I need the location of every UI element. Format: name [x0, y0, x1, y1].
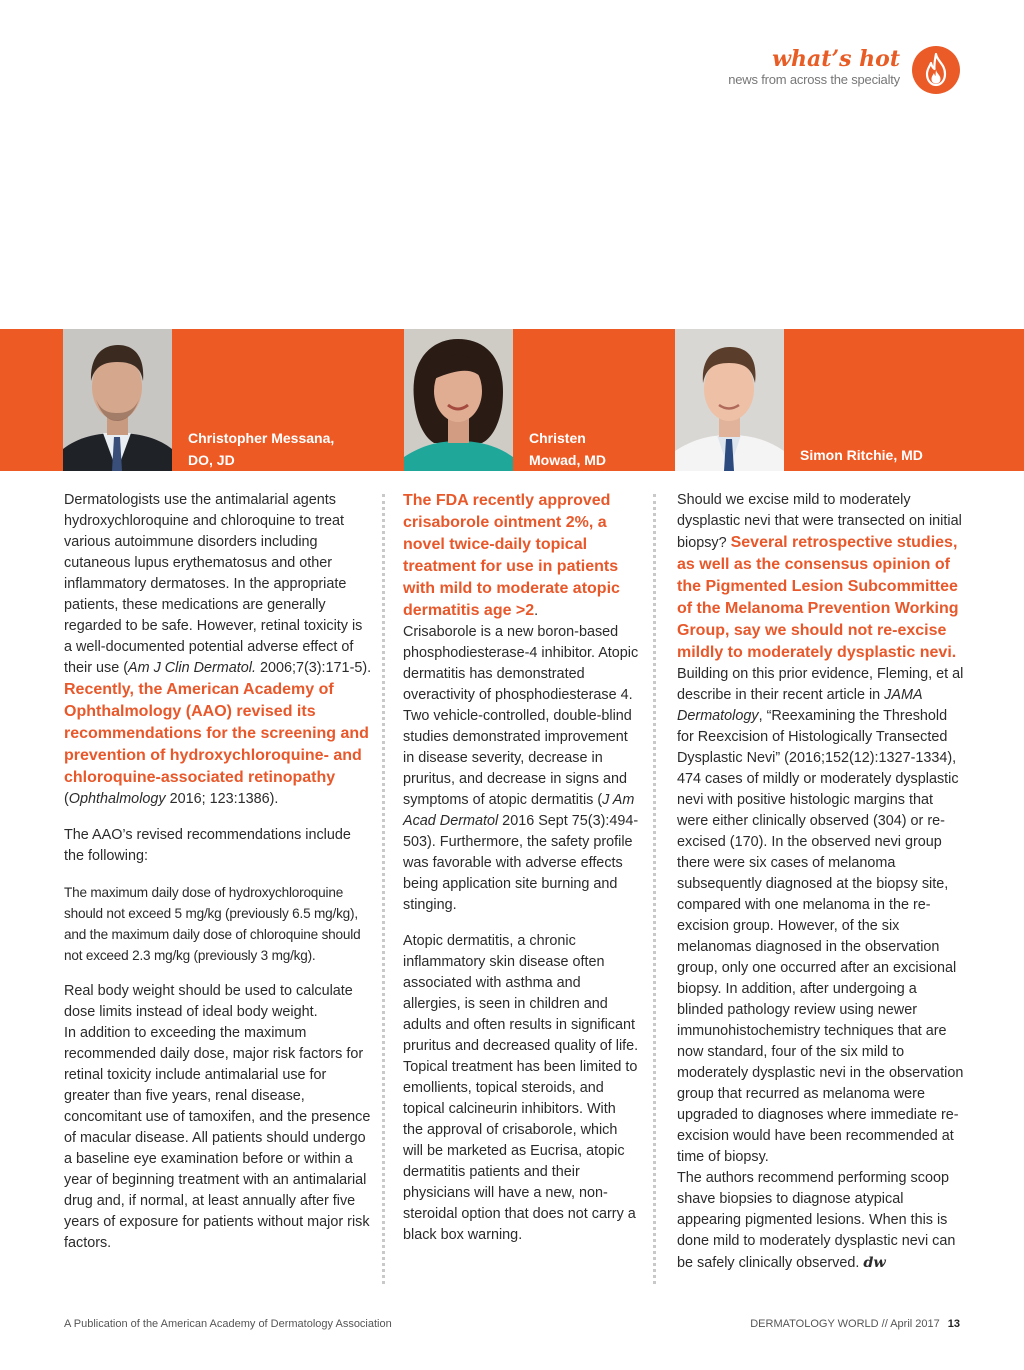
column-divider — [653, 494, 656, 1284]
column-crisaborole — [403, 490, 639, 1261]
section-header — [728, 46, 900, 88]
paragraph-lead — [403, 490, 639, 622]
page-number: 13 — [947, 1318, 960, 1330]
citation-journal: Am J Clin Dermatol. — [128, 660, 256, 676]
body-text: The authors recommend performing scoop shave biopsies to diagnose atypical appearing pigmented lesions. When this is done mild to moderately dysplastic nevi can be safely clinically observed. — [677, 1170, 956, 1271]
highlight-text: Several retrospective studies, as well as the consensus opinion of the Pigmented Lesion Subcommittee of the Melanoma Prevention Working Group, say we should not re-excise mildly to moderately dysplastic nevi. — [677, 534, 959, 661]
author-name-line1: Christopher Messana, — [188, 430, 335, 446]
magazine-issue: DERMATOLOGY WORLD // April 2017 — [750, 1318, 940, 1330]
author-name-christen-mowad — [529, 427, 606, 471]
column-divider — [382, 494, 385, 1284]
citation-open: ( — [64, 791, 69, 807]
author-name-simon-ritchie — [800, 444, 923, 466]
paragraph-recommendation — [677, 1168, 965, 1274]
paragraph-body-weight: Real body weight should be used to calculate dose limits instead of ideal body weight. — [64, 983, 353, 1020]
citation-journal: Ophthalmology — [68, 791, 166, 807]
paragraph-crisaborole — [403, 622, 639, 916]
lead-highlight: The FDA recently approved crisaborole ointment 2%, a novel twice-daily topical treatment for use in patients with mild to moderate atopic dermatitis age >2 — [403, 492, 620, 619]
lead-end: . — [534, 603, 539, 619]
citation-journal: J Am Acad Dermatol — [403, 792, 635, 829]
body-text: Building on this prior evidence, Fleming, et al describe in their recent article in — [677, 666, 964, 703]
citation-journal: JAMA Dermatology — [677, 687, 923, 724]
portrait-simon-ritchie — [675, 329, 784, 471]
body-text: Should we excise mild to moderately dysplastic nevi that were transected on initial biopsy? — [677, 492, 962, 551]
footer-publisher: A Publication of the American Academy of Dermatology Association — [64, 1318, 392, 1330]
paragraph-recommendations: The AAO’s revised recommendations include the following: — [64, 827, 351, 864]
portrait-christopher-messana — [63, 329, 172, 471]
body-text: Dermatologists use the antimalarial agents hydroxychloroquine and chloroquine to treat various autoimmune disorders including cutaneous lupus erythematosus and other inflammatory dermatoses. In the appropriate patients, these medications are generally regarded to be safe. However, retinal toxicity is a well-documented potential adverse effect of their use ( — [64, 492, 363, 676]
portrait-christen-mowad — [404, 329, 513, 471]
highlight-text: Recently, the American Academy of Ophthalmology (AAO) revised its recommendations for the screening and prevention of hydroxychloroquine- and chloroquine-associated retinopathy — [64, 681, 369, 786]
section-title: what’s hot — [772, 46, 900, 72]
column-dysplastic-nevi — [677, 490, 965, 1289]
flame-icon — [912, 46, 960, 94]
signoff-mark: dw — [863, 1254, 886, 1271]
paragraph-atopic-dermatitis: Atopic dermatitis, a chronic inflammatory skin disease often associated with asthma and allergies, is seen in children and adults and often results in significant pruritus and decreased quality of life. Topical treatment has been limited to emollients, topical steroids, and topical calcineurin inhibitors. With the approval of crisaborole, which will be marketed as Eucrisa, atopic dermatitis patients and their physicians will have a new, non-steroidal option that does not carry a black box warning. — [403, 933, 639, 1243]
paragraph-nevi — [677, 490, 965, 1168]
paragraph-risk-factors: In addition to exceeding the maximum recommended daily dose, major risk factors for retinal toxicity include antimalarial use for greater than five years, renal disease, concomitant use of tamoxifen, and the presence of macular disease. All patients should undergo a baseline eye examination before or within a year of beginning treatment with an antimalarial drug and, if normal, at least annually after five years of exposure for patients without major risk factors. — [64, 1025, 371, 1251]
paragraph-intro — [64, 490, 372, 810]
author-name-line2: DO, JD — [188, 452, 235, 468]
section-subtitle: news from across the specialty — [728, 72, 900, 87]
column-hydroxychloroquine — [64, 490, 372, 1269]
paragraph-max-dose: The maximum daily dose of hydroxychloroquine should not exceed 5 mg/kg (previously 6.5 mg/kg), and the maximum daily dose of chloroquine should not exceed 2.3 mg/kg (previously 3 mg/kg). — [64, 885, 361, 963]
citation-detail: 2016; 123:1386). — [165, 791, 279, 807]
body-text: 2016 Sept 75(3):494-503). Furthermore, the safety profile was favorable with adverse effects being application site burning and stinging. — [403, 813, 639, 913]
body-text: , “Reexamining the Threshold for Reexcision of Histologically Transected Dysplastic Nevi” (2016;152(12):1327-1334), 474 cases of mildly or moderately dysplastic nevi with positive histologic margins that were either clinically observed (304) or re-excised (170). In the observed nevi group there were six cases of melanoma subsequently diagnosed at the biopsy site, compared with one melanoma in the re-excision group. However, of the six melanomas diagnosed in the observation group, only one occurred after an excisional biopsy. In addition, after undergoing a blinded pathology review using newer immunohistochemistry techniques that are now standard, four of the six mild to moderately dysplastic nevi in the observation group that recurred as melanoma were upgraded to diagnoses where immediate re-excision would have been recommended at time of biopsy. — [677, 708, 964, 1165]
author-name-christopher-messana — [188, 427, 334, 471]
author-name-line2: Mowad, MD — [529, 452, 606, 468]
citation-detail: 2006;7(3):171-5). — [255, 660, 372, 676]
body-text: Crisaborole is a new boron-based phosphodiesterase-4 inhibitor. Atopic dermatitis has demonstrated overactivity of phosphodiesterase 4. Two vehicle-controlled, double-blind studies demonstrated improvement in disease severity, decrease in pruritus, and decrease in signs and symptoms of atopic dermatitis ( — [403, 624, 639, 808]
author-name-line1: Christen — [529, 430, 586, 446]
author-name-line1: Simon Ritchie, MD — [800, 447, 923, 463]
footer-magazine — [750, 1318, 960, 1330]
